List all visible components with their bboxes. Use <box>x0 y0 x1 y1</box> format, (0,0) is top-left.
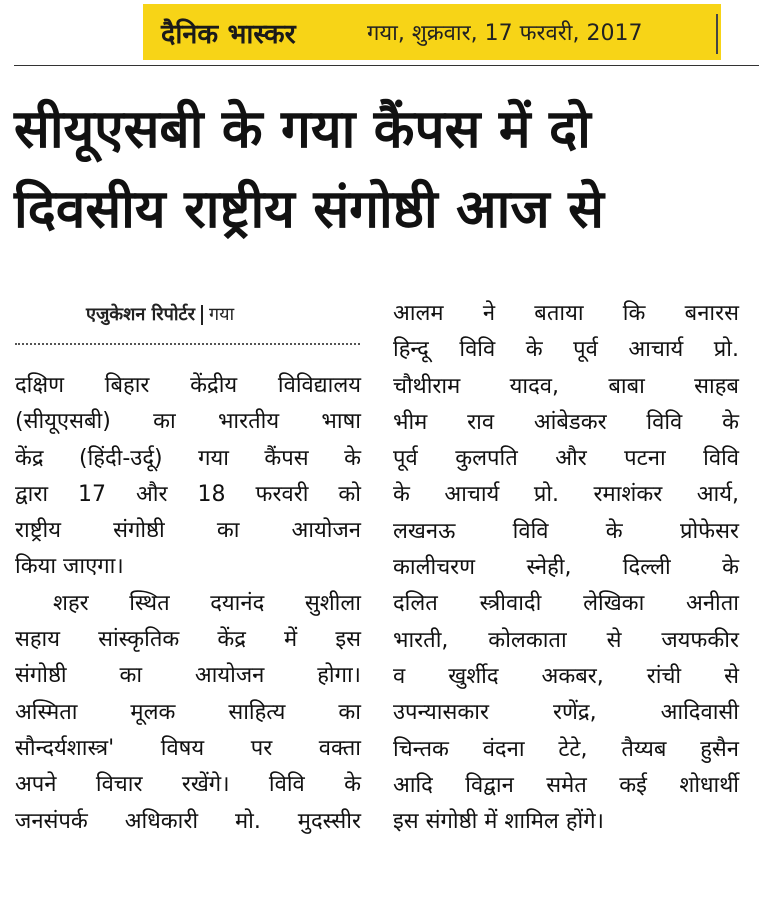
article-line: जनसंपर्क अधिकारी मो. मुदस्सीर <box>15 808 361 834</box>
article-line: हिन्दू विवि के पूर्व आचार्य प्रो. <box>393 337 739 363</box>
article-line: इस संगोष्ठी में शामिल होंगे। <box>393 809 604 835</box>
article-line: शहर स्थित दयानंद सुशीला <box>53 590 361 616</box>
article-line: पूर्व कुलपति और पटना विवि <box>393 446 739 472</box>
article-line: लखनऊ विवि के प्रोफेसर <box>393 518 739 544</box>
article-line: अस्मिता मूलक साहित्य का <box>15 699 361 725</box>
article-line: भीम राव आंबेडकर विवि के <box>393 409 739 435</box>
article-line: चौथीराम यादव, बाबा साहब <box>393 373 739 399</box>
dateline: गया, शुक्रवार, 17 फरवरी, 2017 <box>367 21 643 46</box>
masthead <box>143 4 721 60</box>
article-line: चिन्तक वंदना टेटे, तैय्यब हुसैन <box>393 736 739 762</box>
article-line: किया जाएगा। <box>15 554 124 580</box>
article-line: सहाय सांस्कृतिक केंद्र में इस <box>15 627 361 653</box>
article-line: द्वारा 17 और 18 फरवरी को <box>15 481 361 507</box>
article-column-2 <box>393 296 739 840</box>
article-line: केंद्र (हिंदी-उर्दू) गया कैंपस के <box>15 445 361 471</box>
article-line: भारती, कोलकाता से जयफकीर <box>393 627 739 653</box>
article-line: कालीचरण स्नेही, दिल्ली के <box>393 555 739 581</box>
headline <box>14 90 759 250</box>
article-line: अपने विचार रखेंगे। विवि के <box>15 772 361 798</box>
headline-line-1: सीयूएसबी के गया कैंपस में दो <box>14 99 591 160</box>
article-line: राष्ट्रीय संगोष्ठी का आयोजन <box>15 518 361 544</box>
byline-location: गया <box>208 304 235 325</box>
byline-separator <box>201 305 203 325</box>
article-line: व खुर्शीद अकबर, रांची से <box>393 663 739 689</box>
article-line: आदि विद्वान समेत कई शोधार्थी <box>393 772 739 798</box>
byline <box>86 302 234 326</box>
byline-dotted-rule <box>15 343 360 345</box>
headline-line-2: दिवसीय राष्ट्रीय संगोष्ठी आज से <box>14 179 604 240</box>
article-line: के आचार्य प्रो. रमाशंकर आर्य, <box>393 482 739 508</box>
article-line: संगोष्ठी का आयोजन होगा। <box>15 663 361 689</box>
newspaper-logo: दैनिक भास्कर <box>161 18 296 50</box>
article-column-1 <box>15 368 361 840</box>
article-line: दलित स्त्रीवादी लेखिका अनीता <box>393 591 739 617</box>
dateline-divider <box>716 14 718 54</box>
masthead-rule <box>14 65 759 66</box>
byline-reporter: एजुकेशन रिपोर्टर <box>86 304 195 325</box>
article-line: उपन्यासकार रणेंद्र, आदिवासी <box>393 700 739 726</box>
article-line: (सीयूएसबी) का भारतीय भाषा <box>15 409 361 435</box>
article-line: सौन्दर्यशास्त्र' विषय पर वक्ता <box>15 735 361 761</box>
article-line: आलम ने बताया कि बनारस <box>393 301 739 326</box>
article-line: दक्षिण बिहार केंद्रीय विविद्यालय <box>15 373 361 398</box>
